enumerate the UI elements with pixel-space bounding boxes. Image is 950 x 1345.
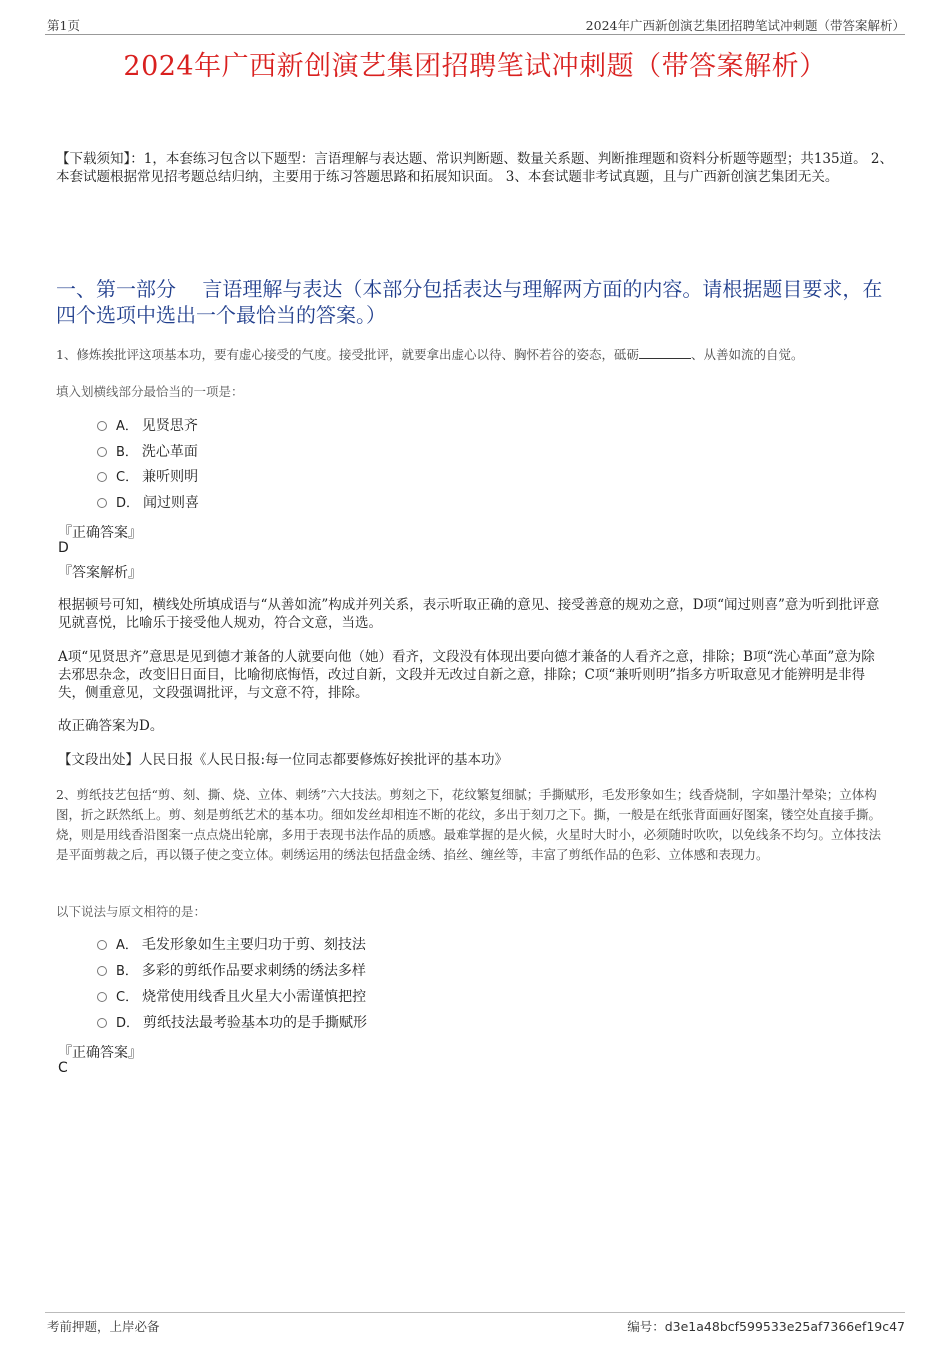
question-2-answer-label: 『正确答案』 — [58, 1045, 142, 1061]
question-1-stem-end: 、从善如流的自觉。 — [690, 347, 804, 362]
radio-icon[interactable] — [97, 498, 107, 508]
question-1-analysis-para: A项“见贤思齐”意思是见到德才兼备的人就要向他（她）看齐，文段没有体现出要向德才兼备的人看齐之意，排除；B项“洗心革面”意为除去邪思杂念，改变旧日面目，比喻彻底悔悟，改过自新，文段并无改过自新之意，排除；C项“兼听则明”指多方听取意见才能辨明是非得失，侧重意见，文段强调批评，与文意不符，排除。 — [58, 649, 875, 701]
radio-icon[interactable] — [97, 966, 107, 976]
radio-icon[interactable] — [97, 421, 107, 431]
option-letter: B． — [116, 964, 138, 979]
footer-slogan: 考前押题，上岸必备 — [47, 1319, 160, 1334]
option-text: 剪纸技法最考验基本功的是手撕赋形 — [143, 1015, 368, 1031]
question-1-option-c[interactable] — [97, 466, 198, 488]
question-2-stem: 2、剪纸技艺包括“剪、刻、撕、烧、立体、刺绣”六大技法。剪刻之下，花纹繁复细腻；手撕赋形，毛发形象如生；线香烧制，字如墨汁晕染；立体构图，折之跃然纸上。剪、刻是剪纸艺术的基本功。细如发丝却相连不断的花纹，多出于刻刀之下。撕，一般是在纸张背面画好图案，镂空处直接手撕。烧，则是用线香沿图案一点点烧出轮廓，多用于表现书法作品的质感。最难掌握的是火候，火星时大时小，必须随时吹吹，以免线条不均匀。立体技法是平面剪裁之后，再以镊子使之变立体。刺绣运用的绣法包括盘金绣、掐丝、缠丝等，丰富了剪纸作品的色彩、立体感和表现力。 — [56, 787, 882, 862]
section-title: 一、第一部分 言语理解与表达（本部分包括表达与理解两方面的内容。请根据题目要求，在四个选项中选出一个最恰当的答案。） — [56, 277, 883, 327]
answer-blank — [639, 346, 691, 359]
question-1-option-a[interactable] — [97, 415, 198, 437]
option-text: 洗心革面 — [141, 444, 198, 460]
question-1-answer: D — [58, 540, 69, 556]
option-letter: D． — [116, 496, 140, 511]
option-text: 多彩的剪纸作品要求刺绣的绣法多样 — [141, 963, 366, 979]
question-1-stem — [56, 345, 896, 365]
option-text: 闻过则喜 — [143, 495, 200, 511]
question-1-option-b[interactable] — [97, 441, 198, 463]
radio-icon[interactable] — [97, 1018, 107, 1028]
header-doc-title: 2024年广西新创演艺集团招聘笔试冲刺题（带答案解析） — [585, 18, 905, 33]
question-1-prompt: 填入划横线部分最恰当的一项是： — [56, 384, 244, 399]
question-1-answer-label: 『正确答案』 — [58, 525, 142, 541]
radio-icon[interactable] — [97, 472, 107, 482]
option-text: 毛发形象如生主要归功于剪、刻技法 — [141, 937, 366, 953]
radio-icon[interactable] — [97, 992, 107, 1002]
question-1-analysis-para: 根据顿号可知，横线处所填成语与“从善如流”构成并列关系，表示听取正确的意见、接受善意的规劝之意，D项“闻过则喜”意为听到批评意见就喜悦，比喻乐于接受他人规劝，符合文意，当选。 — [58, 597, 880, 631]
question-1-analysis-conclusion: 故正确答案为D。 — [58, 718, 164, 734]
option-letter: C． — [116, 990, 139, 1005]
option-letter: A． — [116, 419, 138, 434]
radio-icon[interactable] — [97, 447, 107, 457]
page-footer — [45, 1312, 905, 1335]
option-letter: B． — [116, 445, 138, 460]
option-letter: A． — [116, 938, 138, 953]
question-2-prompt: 以下说法与原文相符的是： — [56, 904, 207, 919]
download-notice: 【下载须知】：1，本套练习包含以下题型：言语理解与表达题、常识判断题、数量关系题、判断推理题和资料分析题等题型；共135道。 2、本套试题根据常见招考题总结归纳，主要用于练习答题思路和拓展知识面。 3、本套试题非考试真题，且与广西新创演艺集团无关。 — [56, 151, 893, 185]
option-letter: D． — [116, 1016, 140, 1031]
footer-code — [627, 1317, 905, 1335]
page-number: 第1页 — [47, 18, 80, 33]
question-2-option-b[interactable] — [97, 960, 366, 982]
question-1-option-d[interactable] — [97, 492, 199, 514]
question-1-stem-start: 1、修炼挨批评这项基本功，要有虚心接受的气度。接受批评，就要拿出虚心以待、胸怀若谷的姿态，砥砺 — [56, 347, 639, 362]
question-2-option-c[interactable] — [97, 986, 366, 1008]
document-title: 2024年广西新创演艺集团招聘笔试冲刺题（带答案解析） — [123, 51, 827, 82]
question-1-analysis-label: 『答案解析』 — [58, 565, 142, 581]
option-letter: C． — [116, 470, 139, 485]
question-2-option-a[interactable] — [97, 934, 366, 956]
footer-code-label: 编号： — [627, 1319, 665, 1334]
option-text: 烧常使用线香且火星大小需谨慎把控 — [142, 989, 367, 1005]
question-1-source: 【文段出处】人民日报《人民日报:每一位同志都要修炼好挨批评的基本功》 — [58, 752, 509, 768]
footer-code-value: d3e1a48bcf599533e25af7366ef19c47 — [664, 1319, 905, 1334]
question-2-option-d[interactable] — [97, 1012, 367, 1034]
option-text: 兼听则明 — [142, 469, 199, 485]
radio-icon[interactable] — [97, 940, 107, 950]
page-header — [45, 14, 905, 35]
option-text: 见贤思齐 — [141, 418, 198, 434]
question-2-answer: C — [58, 1060, 68, 1076]
